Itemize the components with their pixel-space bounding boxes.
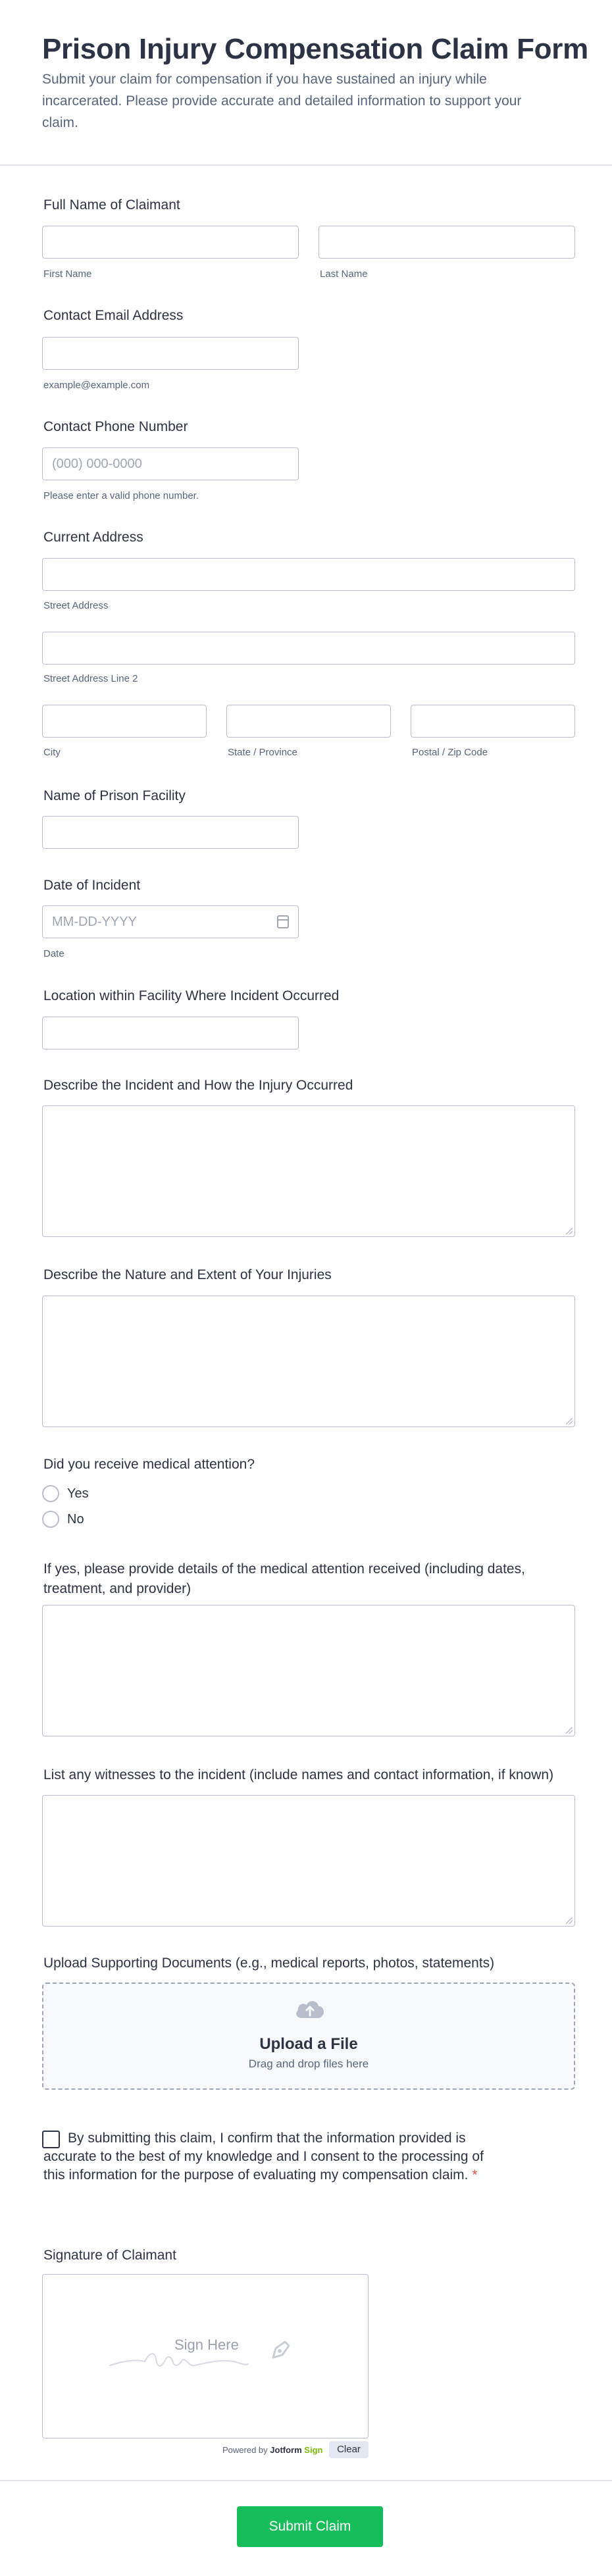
required-mark: *	[472, 2167, 478, 2183]
street-address-2-sublabel: Street Address Line 2	[43, 673, 138, 684]
medical-label: Did you receive medical attention?	[43, 1457, 255, 1472]
page-subtitle: Submit your claim for compensation if you have sustained an injury while incarcerated. Please provide accurate and detailed information to support your claim.	[42, 72, 522, 130]
resize-grip-icon[interactable]	[566, 1418, 573, 1425]
cloud-upload-icon	[293, 1997, 326, 2019]
incident-textarea[interactable]	[42, 1105, 575, 1237]
date-sublabel: Date	[43, 948, 64, 959]
location-input[interactable]	[42, 1017, 299, 1049]
email-sublabel: example@example.com	[43, 380, 150, 391]
state-sublabel: State / Province	[228, 747, 297, 758]
zip-input[interactable]	[411, 705, 575, 738]
consent-text	[43, 2129, 504, 2185]
signature-placeholder: Sign Here	[174, 2336, 239, 2353]
resize-grip-icon[interactable]	[566, 1727, 573, 1734]
full-name-label: Full Name of Claimant	[43, 197, 180, 213]
powered-brand: Jotform	[270, 2445, 302, 2455]
radio-yes-label: Yes	[67, 1486, 89, 1501]
facility-label: Name of Prison Facility	[43, 788, 186, 803]
city-input[interactable]	[42, 705, 207, 738]
location-label: Location within Facility Where Incident Occurred	[43, 988, 340, 1003]
first-name-sublabel: First Name	[43, 268, 92, 280]
radio-no[interactable]	[42, 1511, 59, 1528]
injuries-label: Describe the Nature and Extent of Your Injuries	[43, 1267, 332, 1282]
upload-subtitle: Drag and drop files here	[248, 2058, 369, 2070]
phone-sublabel: Please enter a valid phone number.	[43, 490, 199, 501]
form-footer	[0, 2480, 612, 2576]
date-placeholder: MM-DD-YYYY	[52, 915, 137, 929]
address-label: Current Address	[43, 530, 143, 545]
page-title: Prison Injury Compensation Claim Form	[42, 33, 588, 65]
street-address-input[interactable]	[42, 558, 575, 591]
calendar-icon[interactable]	[277, 915, 289, 928]
street-address-sublabel: Street Address	[43, 600, 109, 611]
form-header	[0, 0, 612, 166]
date-input[interactable]	[42, 905, 299, 938]
zip-sublabel: Postal / Zip Code	[412, 747, 488, 758]
upload-label: Upload Supporting Documents (e.g., medical reports, photos, statements)	[43, 1956, 495, 1971]
upload-title: Upload a File	[259, 2035, 358, 2053]
phone-input[interactable]	[42, 447, 299, 480]
incident-label: Describe the Incident and How the Injury Occurred	[43, 1078, 353, 1093]
radio-no-label: No	[67, 1512, 84, 1527]
pen-nib-icon	[269, 2338, 293, 2361]
email-input[interactable]	[42, 337, 299, 370]
powered-product: Sign	[304, 2445, 323, 2455]
file-upload-dropzone[interactable]	[42, 1983, 575, 2090]
date-label: Date of Incident	[43, 878, 141, 893]
signature-pad[interactable]	[42, 2274, 369, 2438]
facility-input[interactable]	[42, 816, 299, 849]
medical-details-label: If yes, please provide details of the medical attention received (including dates, treatment, and provider)	[43, 1561, 525, 1596]
powered-prefix: Powered by	[222, 2445, 268, 2455]
first-name-input[interactable]	[42, 226, 299, 259]
last-name-sublabel: Last Name	[320, 268, 368, 280]
witnesses-textarea[interactable]	[42, 1795, 575, 1927]
resize-grip-icon[interactable]	[566, 1228, 573, 1234]
submit-button[interactable]: Submit Claim	[237, 2506, 383, 2547]
signature-label: Signature of Claimant	[43, 2248, 176, 2263]
clear-signature-button[interactable]: Clear	[329, 2441, 369, 2458]
city-sublabel: City	[43, 747, 61, 758]
powered-by	[222, 2445, 322, 2455]
consent-label: By submitting this claim, I confirm that the information provided is accurate to the best of my knowledge and I consent to the processing of this information for the purpose of evaluating my compensation claim.	[43, 2131, 484, 2183]
radio-yes[interactable]	[42, 1485, 59, 1502]
email-label: Contact Email Address	[43, 308, 184, 323]
injuries-textarea[interactable]	[42, 1296, 575, 1427]
state-input[interactable]	[226, 705, 391, 738]
phone-placeholder: (000) 000-0000	[52, 457, 142, 471]
phone-label: Contact Phone Number	[43, 419, 188, 434]
last-name-input[interactable]	[319, 226, 575, 259]
street-address-2-input[interactable]	[42, 632, 575, 665]
witnesses-label: List any witnesses to the incident (include names and contact information, if known)	[43, 1767, 554, 1782]
medical-details-textarea[interactable]	[42, 1605, 575, 1736]
resize-grip-icon[interactable]	[566, 1917, 573, 1924]
